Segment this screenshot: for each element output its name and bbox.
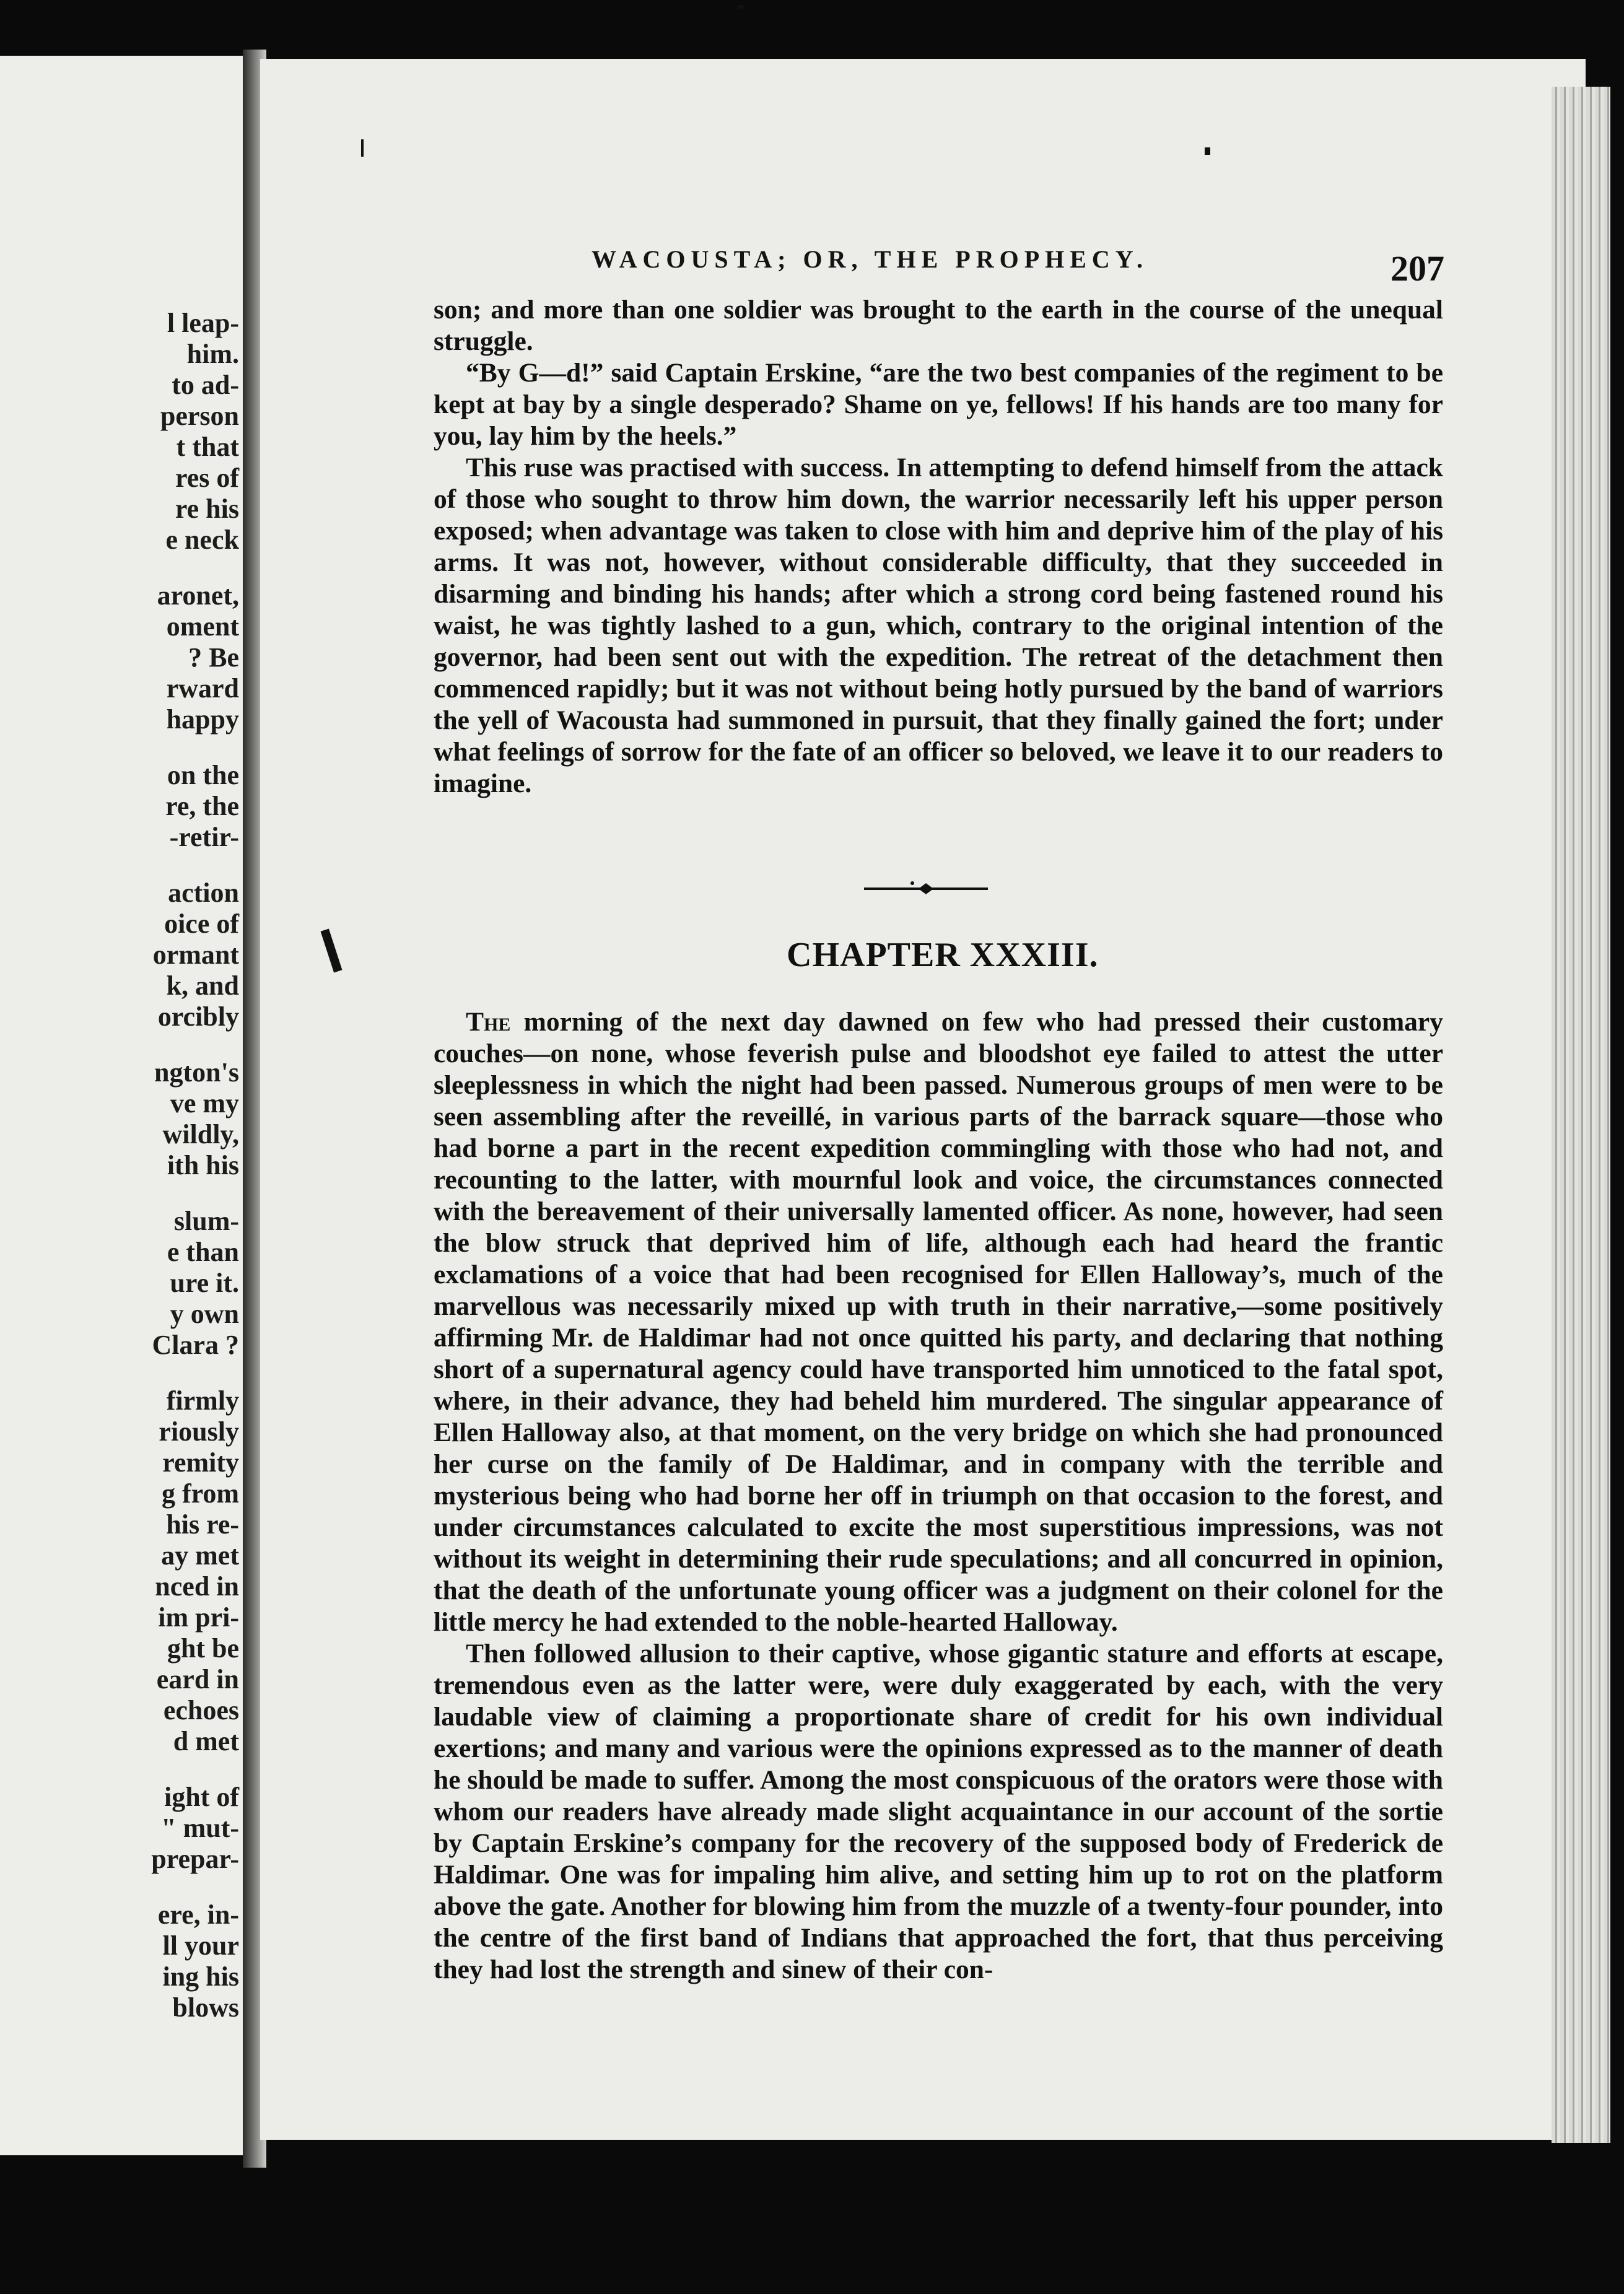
facing-page-line: prepar- — [151, 1844, 239, 1874]
facing-page-line: ? Be — [188, 642, 239, 673]
facing-page-line: ight of — [164, 1782, 239, 1812]
page-number: 207 — [1390, 248, 1444, 289]
chapter-text — [434, 1006, 1443, 1986]
facing-page-line: e neck — [165, 525, 239, 555]
facing-page-line: echoes — [163, 1695, 239, 1725]
facing-page-line: ght be — [167, 1633, 239, 1664]
facing-page-line: blows — [172, 1992, 239, 2023]
facing-page-line: aronet, — [157, 580, 239, 611]
facing-page-line: g from — [161, 1478, 239, 1509]
facing-page-line: l leap- — [167, 308, 239, 338]
page-edges — [1552, 87, 1610, 2143]
ink-speck — [737, 5, 744, 9]
facing-page-line: ure it. — [170, 1268, 239, 1298]
facing-page-line: remity — [162, 1447, 239, 1478]
ink-speck — [1205, 147, 1210, 155]
paragraph: “By G—d!” said Captain Erskine, “are the two best companies of the regiment to be kept at bay by a single desperado? Shame on ye, fellows! If his hands are too many for you, lay him by the heels.” — [434, 358, 1443, 451]
facing-page-line: -retir- — [169, 822, 239, 852]
paragraph — [434, 1006, 1443, 1638]
facing-page-line: ay met — [161, 1540, 239, 1571]
facing-page-line: ngton's — [154, 1057, 239, 1088]
facing-page-line: person — [160, 401, 239, 431]
facing-page-line: res of — [175, 463, 239, 493]
facing-page-line: ll your — [162, 1930, 239, 1961]
chapter-first-word: The — [466, 1007, 511, 1037]
facing-page-line: firmly — [166, 1385, 239, 1416]
facing-page-line: oment — [166, 611, 239, 642]
facing-page-line: ere, in- — [157, 1899, 239, 1930]
facing-page-line: his re- — [166, 1509, 239, 1540]
facing-page-line: to ad- — [172, 370, 239, 400]
paragraph-body: morning of the next day dawned on few who had pressed their customary couches—on none, whose feverish pulse and bloodshot eye failed to attest the utter sleeplessness in which the night had been passed. Numerous groups of men were to be seen assembling after the reveillé, in various parts of the barrack square—those who had borne a part in the recent expedition commingling with those who had not, and recounting to the latter, with mournful look and voice, the circumstances connected with the bereavement of their universally lamented officer. As none, however, had seen the blow struck that deprived him of life, although each had heard the frantic exclamations of a voice that had been recognised for Ellen Halloway’s, much of the marvellous was necessarily mixed up with truth in their narrative,—some positively affirming Mr. de Haldimar had not once quitted his party, and declaring that nothing short of a supernatural agency could have transported him unnoticed to the fatal spot, where, in their advance, they had beheld him murdered. The singular appearance of Ellen Halloway also, at that moment, on the very bridge on which she had pronounced her curse on the family of De Haldimar, and in company with the terrible and mysterious being who had borne her off in triumph on that occasion to the forest, and under circumstances calculated to excite the most superstitious impressions, was not without its weight in determining their rude speculations; and all concurred in opinion, that the death of the unfortunate young officer was a judgment on their colonel for the little mercy he had extended to the noble-hearted Halloway. — [434, 1007, 1443, 1637]
facing-page-line: ormant — [152, 940, 239, 970]
facing-page-line: Clara ? — [152, 1330, 239, 1360]
ink-speck — [361, 139, 364, 157]
text-before-chapter — [434, 294, 1443, 800]
facing-page-line: oice of — [164, 909, 239, 939]
facing-page-line: orcibly — [157, 1001, 239, 1032]
facing-page-line: on the — [167, 760, 239, 790]
facing-page-line: nced in — [155, 1571, 239, 1602]
paragraph: Then followed allusion to their captive, whose gigantic stature and efforts at escape, tremendous even as the latter were, were duly exaggerated by each, with the very laudable view of claiming a proportionate share of credit for his own individual exertions; and many and various were the opinions expressed as to the manner of death he should be made to suffer. Among the most conspicuous of the orators were those with whom our readers have already made slight acquaintance in our account of the sortie by Captain Erskine’s company for the recovery of the supposed body of Frederick de Haldimar. One was for impaling him alive, and setting him up to rot on the platform above the gate. Another for blowing him from the muzzle of a twenty-four pounder, into the centre of the first band of Indians that approached the fort, that thus perceiving they had lost the strength and sinew of their con- — [434, 1639, 1443, 1984]
running-header: WACOUSTA; OR, THE PROPHECY. — [592, 245, 1149, 273]
facing-page-line: eard in — [156, 1664, 239, 1694]
chapter-title: CHAPTER XXXIII. — [787, 936, 1099, 974]
facing-page — [0, 56, 243, 2155]
facing-page-line: d met — [173, 1726, 239, 1756]
paragraph: This ruse was practised with success. In attempting to defend himself from the attack of those who sought to throw him down, the warrior necessarily left his upper person exposed; when advantage was taken to close with him and deprive him of the play of his arms. It was not, however, without considerable difficulty, that they succeeded in disarming and binding his hands; after which a strong cord being fastened round his waist, he was tightly lashed to a gun, which, contrary to the original intention of the governor, had been sent out with the expedition. The retreat of the detachment then commenced rapidly; but it was not without being hotly pursued by the band of warriors the yell of Wacousta had summoned in pursuit, that they finally gained the fort; under what feelings of sorrow for the fate of an officer so beloved, we leave it to our readers to imagine. — [434, 453, 1443, 798]
facing-page-line: re his — [175, 494, 239, 524]
facing-page-line: im pri- — [158, 1602, 239, 1633]
facing-page-line: action — [168, 878, 239, 908]
facing-page-line: re, the — [165, 791, 239, 821]
facing-page-line: ith his — [167, 1150, 239, 1180]
facing-page-line: ve my — [170, 1088, 239, 1119]
facing-page-line: " mut- — [161, 1813, 239, 1843]
facing-page-line: happy — [166, 704, 239, 735]
facing-page-line: ing his — [162, 1961, 239, 1992]
facing-page-line: slum- — [173, 1206, 239, 1236]
facing-page-line: riously — [159, 1416, 239, 1447]
paragraph: son; and more than one soldier was brought to the earth in the course of the unequal struggle. — [434, 295, 1443, 356]
facing-page-line: him. — [186, 339, 239, 369]
facing-page-line: e than — [167, 1237, 239, 1267]
section-ornament — [864, 879, 988, 898]
facing-page-line: y own — [170, 1299, 239, 1329]
facing-page-line: t that — [176, 432, 239, 462]
facing-page-line: rward — [166, 673, 239, 704]
facing-page-line: wildly, — [162, 1119, 239, 1149]
facing-page-line: k, and — [166, 970, 239, 1001]
